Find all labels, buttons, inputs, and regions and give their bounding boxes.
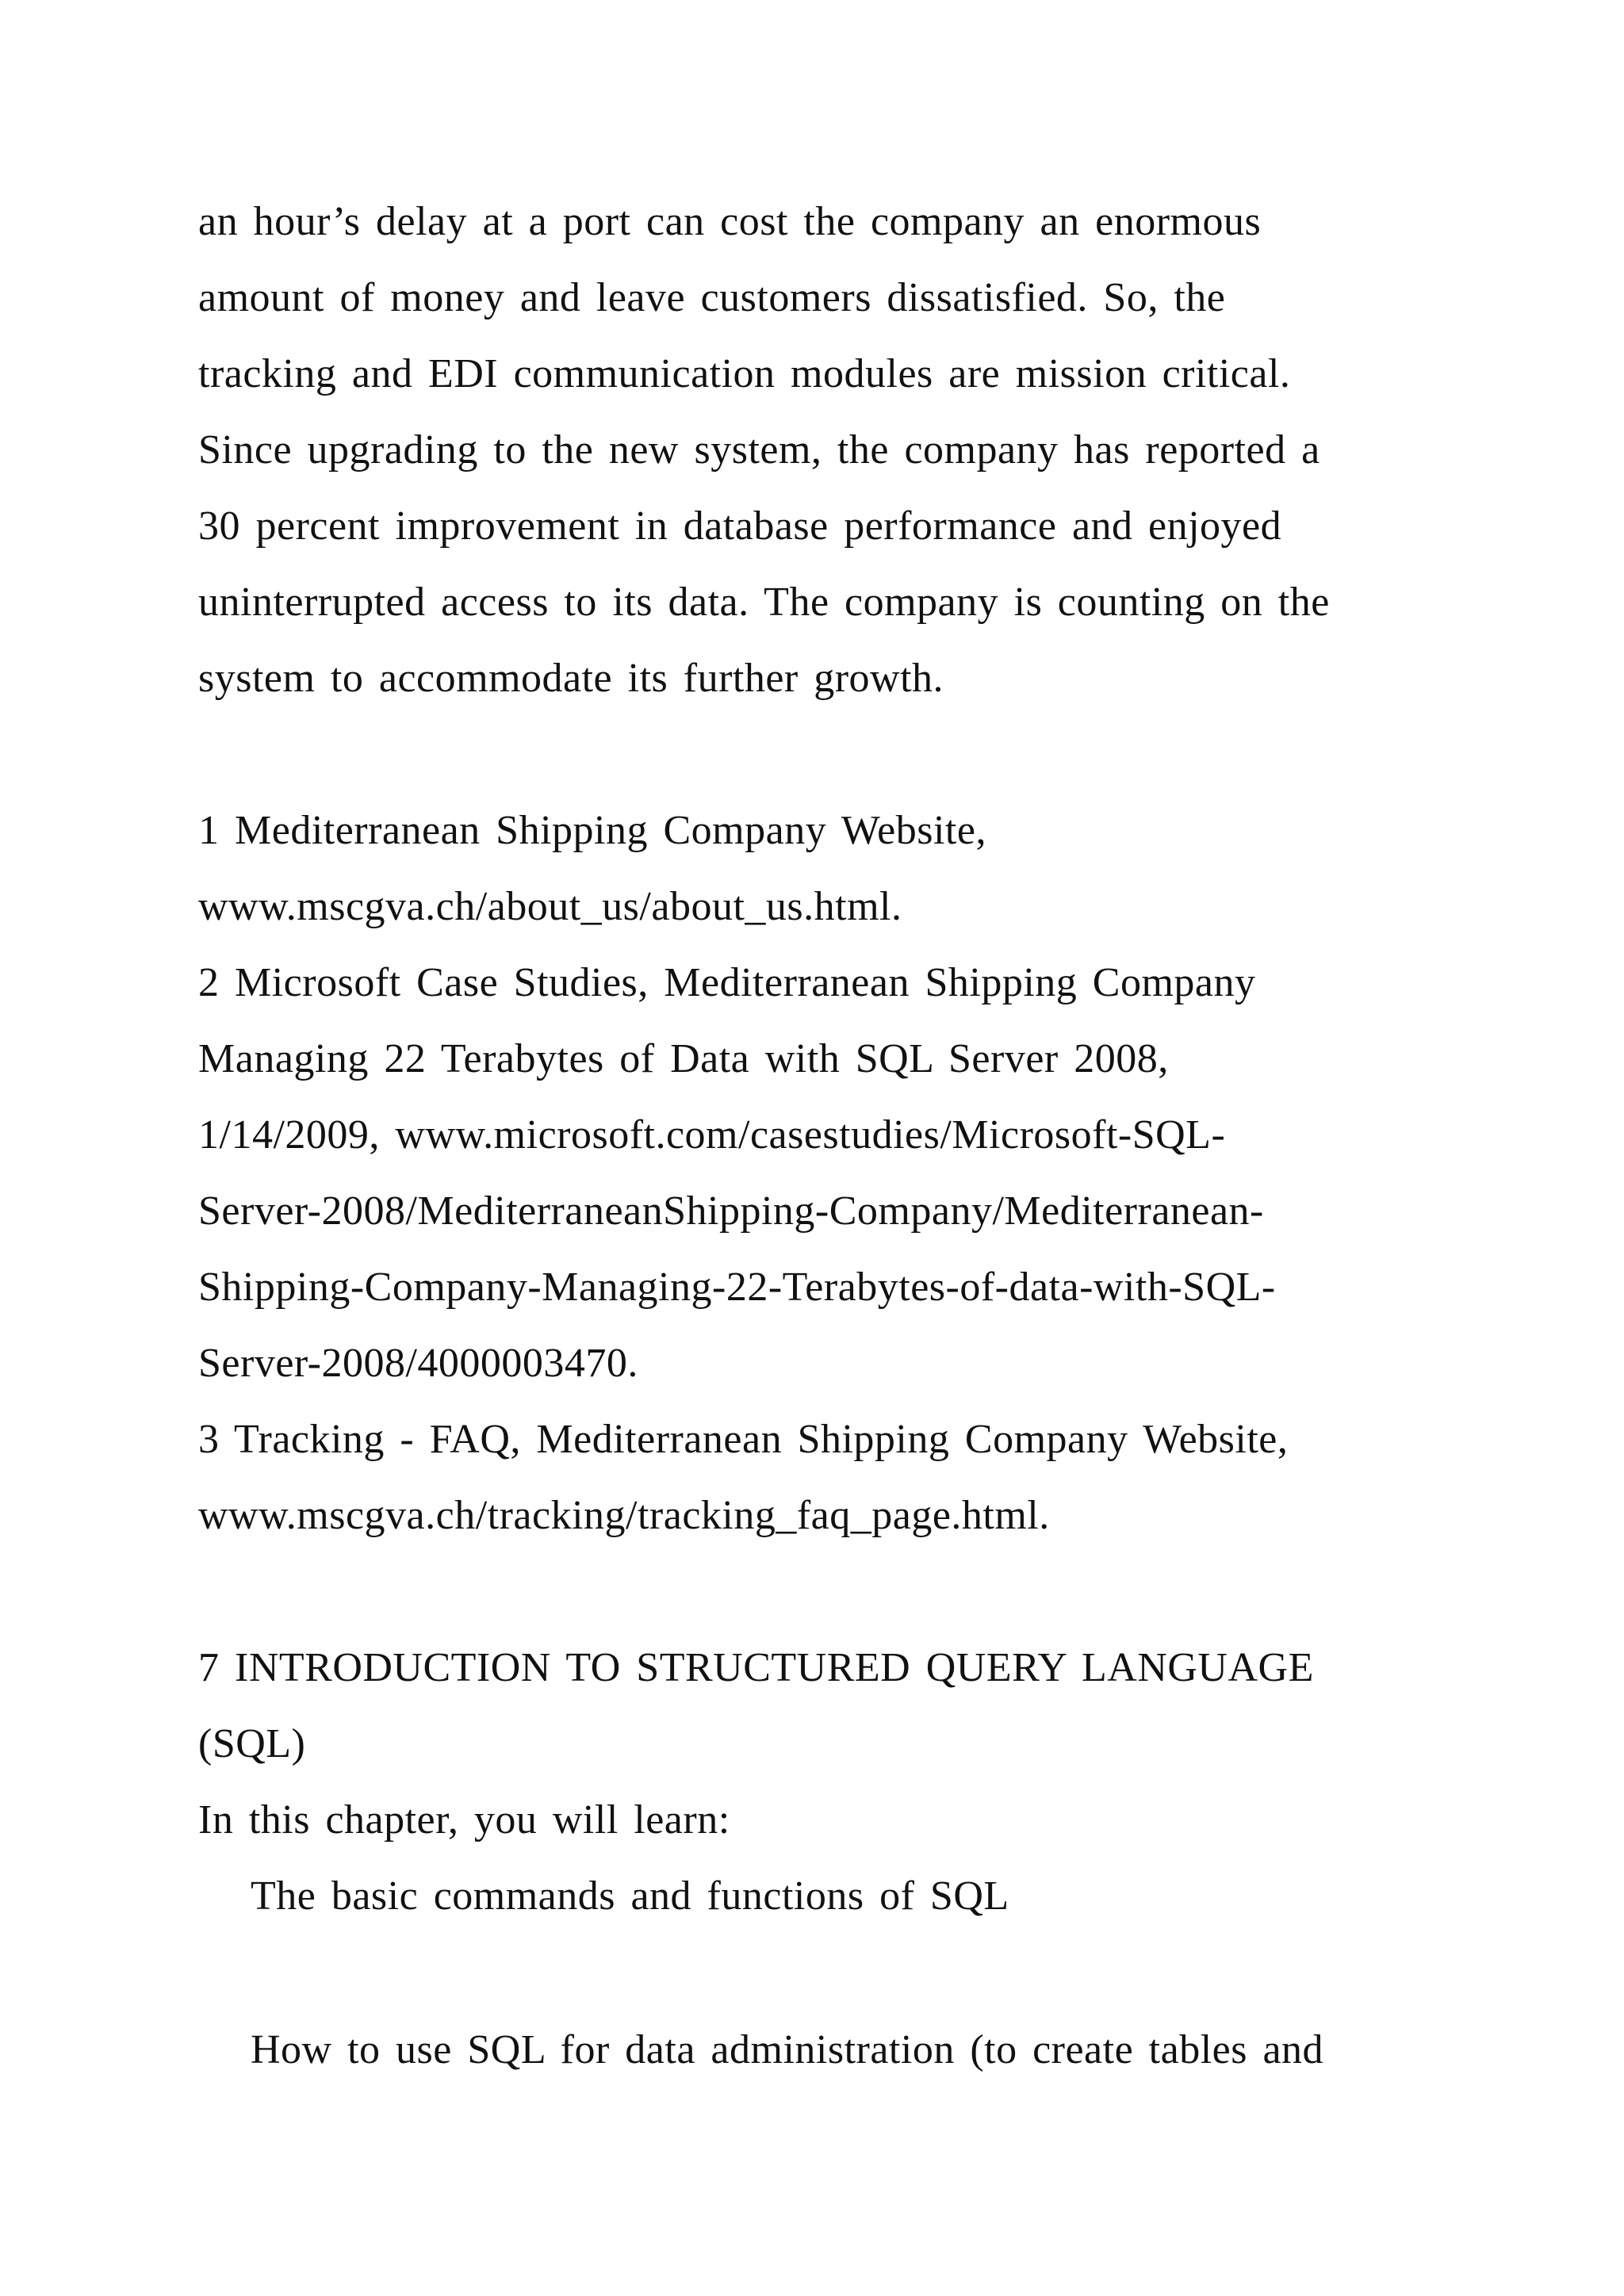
chapter-intro: In this chapter, you will learn:	[198, 1797, 730, 1843]
paragraph-line: 30 percent improvement in database performance and enjoyed	[198, 503, 1282, 549]
paragraph-line: amount of money and leave customers dissatisfied. So, the	[198, 275, 1226, 320]
footnote-line: Server-2008/4000003470.	[198, 1341, 638, 1386]
chapter-title: (SQL)	[198, 1721, 306, 1766]
footnote-line: 2 Microsoft Case Studies, Mediterranean Shipping Company	[198, 960, 1256, 1005]
paragraph-line: system to accommodate its further growth.	[198, 656, 944, 701]
footnote-line: Managing 22 Terabytes of Data with SQL Server 2008,	[198, 1036, 1169, 1081]
footnote-line: Server-2008/MediterraneanShipping-Company/Mediterranean-	[198, 1188, 1264, 1234]
learning-objective: The basic commands and functions of SQL	[251, 1873, 1009, 1919]
chapter-title: 7 INTRODUCTION TO STRUCTURED QUERY LANGUAGE	[198, 1645, 1314, 1690]
paragraph-line: uninterrupted access to its data. The company is counting on the	[198, 580, 1330, 625]
footnote-line: 1 Mediterranean Shipping Company Website,	[198, 808, 986, 853]
paragraph-line: tracking and EDI communication modules are mission critical.	[198, 351, 1291, 396]
footnote-line: 1/14/2009, www.microsoft.com/casestudies/Microsoft-SQL-	[198, 1112, 1226, 1158]
paragraph-line: an hour’s delay at a port can cost the company an enormous	[198, 199, 1262, 244]
learning-objective: How to use SQL for data administration (to create tables and	[251, 2027, 1324, 2072]
footnote-line: 3 Tracking - FAQ, Mediterranean Shipping Company Website,	[198, 1417, 1289, 1462]
footnote-line: Shipping-Company-Managing-22-Terabytes-of-data-with-SQL-	[198, 1265, 1276, 1310]
footnote-line: www.mscgva.ch/tracking/tracking_faq_page.html.	[198, 1493, 1050, 1538]
paragraph-line: Since upgrading to the new system, the company has reported a	[198, 427, 1320, 473]
footnote-line: www.mscgva.ch/about_us/about_us.html.	[198, 884, 902, 929]
